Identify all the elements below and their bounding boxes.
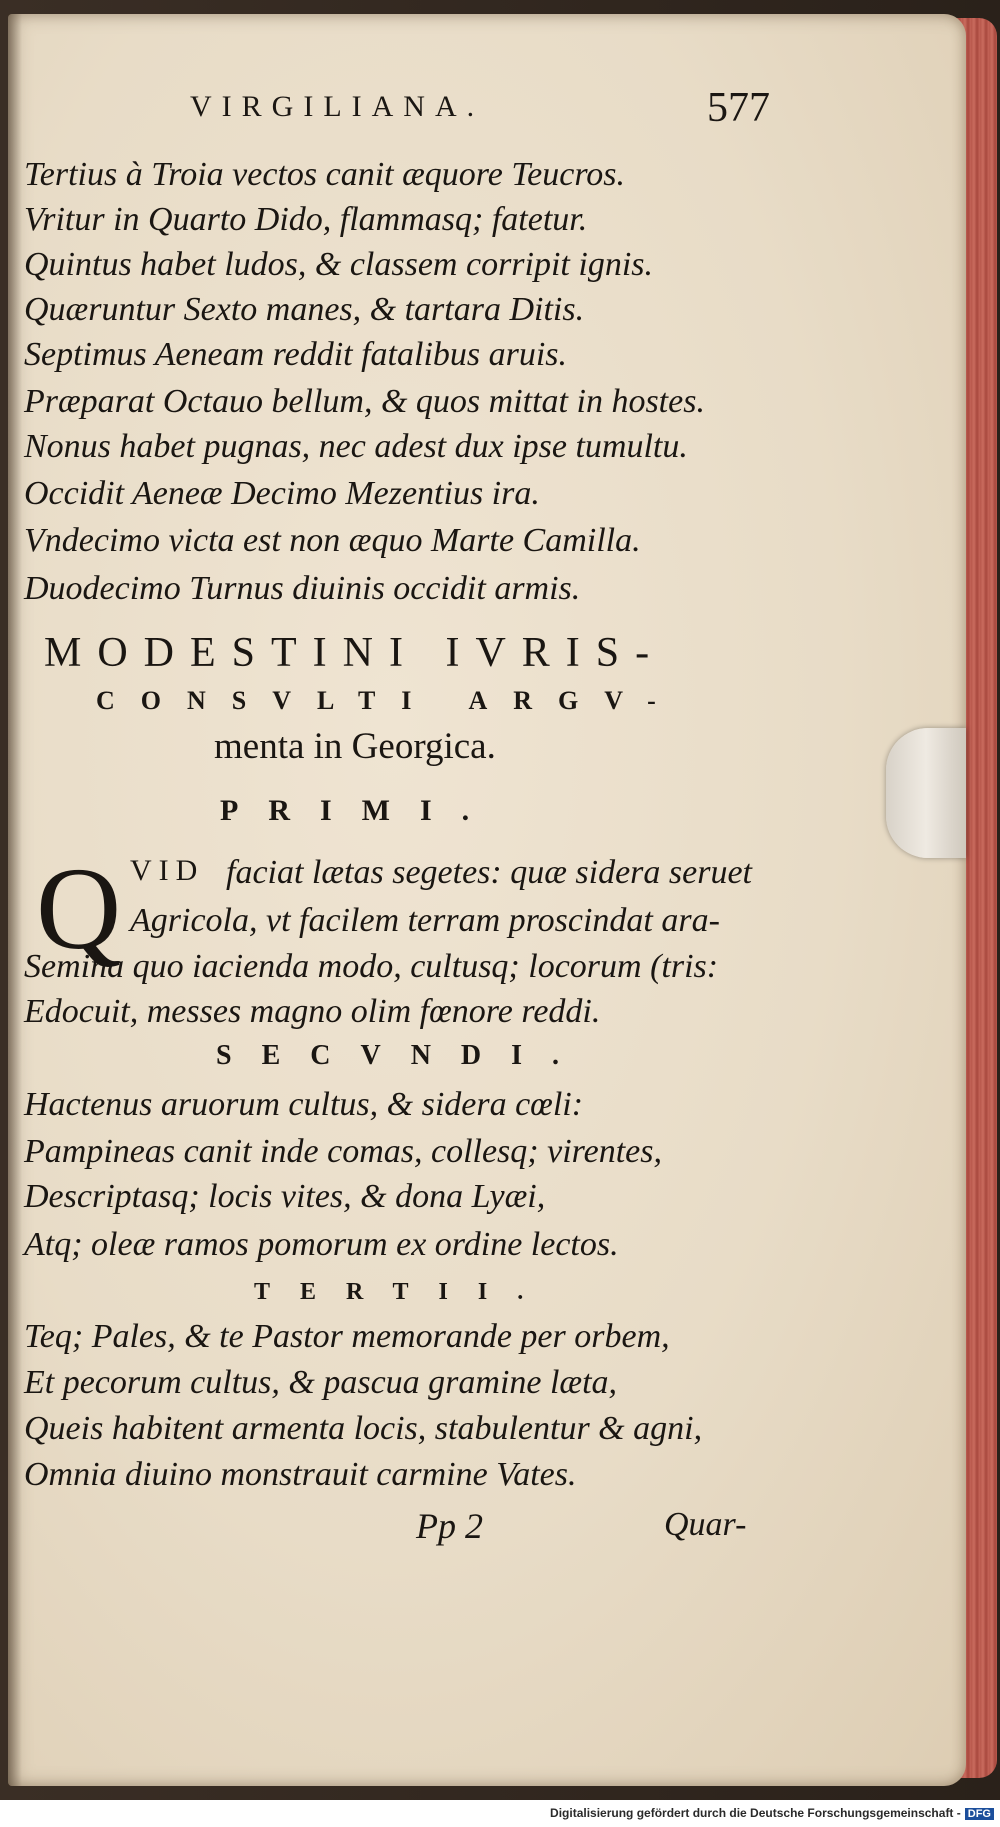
verse-line: Atq; oleæ ramos pomorum ex ordine lectos.	[24, 1226, 619, 1263]
digitization-footer	[0, 1800, 1000, 1827]
subsection-title-tertii: TERTII.	[254, 1279, 554, 1305]
drop-capital: Q	[36, 843, 122, 974]
signature-mark: Pp 2	[416, 1506, 483, 1546]
verse-line: Agricola, vt facilem terram proscindat ara-	[130, 902, 720, 939]
page-tab-marker	[886, 728, 966, 858]
gutter-shadow	[8, 14, 22, 1786]
verse-line: Duodecimo Turnus diuinis occidit armis.	[24, 570, 581, 607]
verse-line: Tertius à Troia vectos canit æquore Teucros.	[24, 156, 626, 193]
credit-text: Digitalisierung gefördert durch die Deutsche Forschungsgemeinschaft -	[550, 1806, 961, 1820]
verse-line: Queis habitent armenta locis, stabulentur & agni,	[24, 1410, 703, 1447]
verse-line: faciat lætas segetes: quæ sidera seruet	[226, 854, 753, 891]
verse-line: Teq; Pales, & te Pastor memorande per orbem,	[24, 1318, 670, 1355]
running-head: VIRGILIANA.	[190, 90, 485, 123]
verse-line: Descriptasq; locis vites, & dona Lyæi,	[24, 1178, 546, 1215]
digitization-credit	[550, 1806, 994, 1820]
subsection-title-primi: PRIMI.	[220, 794, 500, 827]
subsection-title-secundi: SECVNDI.	[216, 1040, 590, 1071]
verse-line: Vritur in Quarto Dido, flammasq; fatetur.	[24, 201, 588, 238]
section-heading-line1: MODESTINI IVRIS-	[44, 630, 666, 676]
page-number: 577	[707, 85, 770, 131]
verse-line: Septimus Aeneam reddit fatalibus aruis.	[24, 336, 568, 373]
verse-line: Semina quo iacienda modo, cultusq; locorum (tris:	[24, 948, 719, 985]
verse-line: Vndecimo victa est non æquo Marte Camilla.	[24, 522, 641, 559]
verse-line: Edocuit, messes magno olim fœnore reddi.	[24, 993, 601, 1030]
verse-line: Omnia diuino monstrauit carmine Vates.	[24, 1456, 577, 1493]
page-header	[190, 84, 770, 144]
verse-line: Occidit Aeneæ Decimo Mezentius ira.	[24, 475, 540, 512]
lead-capitals: VID	[130, 854, 205, 887]
dfg-logo: DFG	[965, 1808, 994, 1820]
verse-line: Pampineas canit inde comas, collesq; virentes,	[24, 1133, 662, 1170]
verse-line: Hactenus aruorum cultus, & sidera cœli:	[24, 1086, 584, 1123]
section-heading-line3: menta in Georgica.	[214, 726, 496, 767]
verse-line: Quintus habet ludos, & classem corripit ignis.	[24, 246, 653, 283]
verse-line: Et pecorum cultus, & pascua gramine læta,	[24, 1364, 618, 1401]
verse-line: Nonus habet pugnas, nec adest dux ipse tumultu.	[24, 428, 688, 465]
verse-line: Præparat Octauo bellum, & quos mittat in hostes.	[24, 383, 705, 420]
catchword: Quar-	[664, 1506, 747, 1543]
section-heading-line2: CONSVLTI ARGV-	[96, 686, 682, 715]
verse-line: Quæruntur Sexto manes, & tartara Ditis.	[24, 291, 585, 328]
